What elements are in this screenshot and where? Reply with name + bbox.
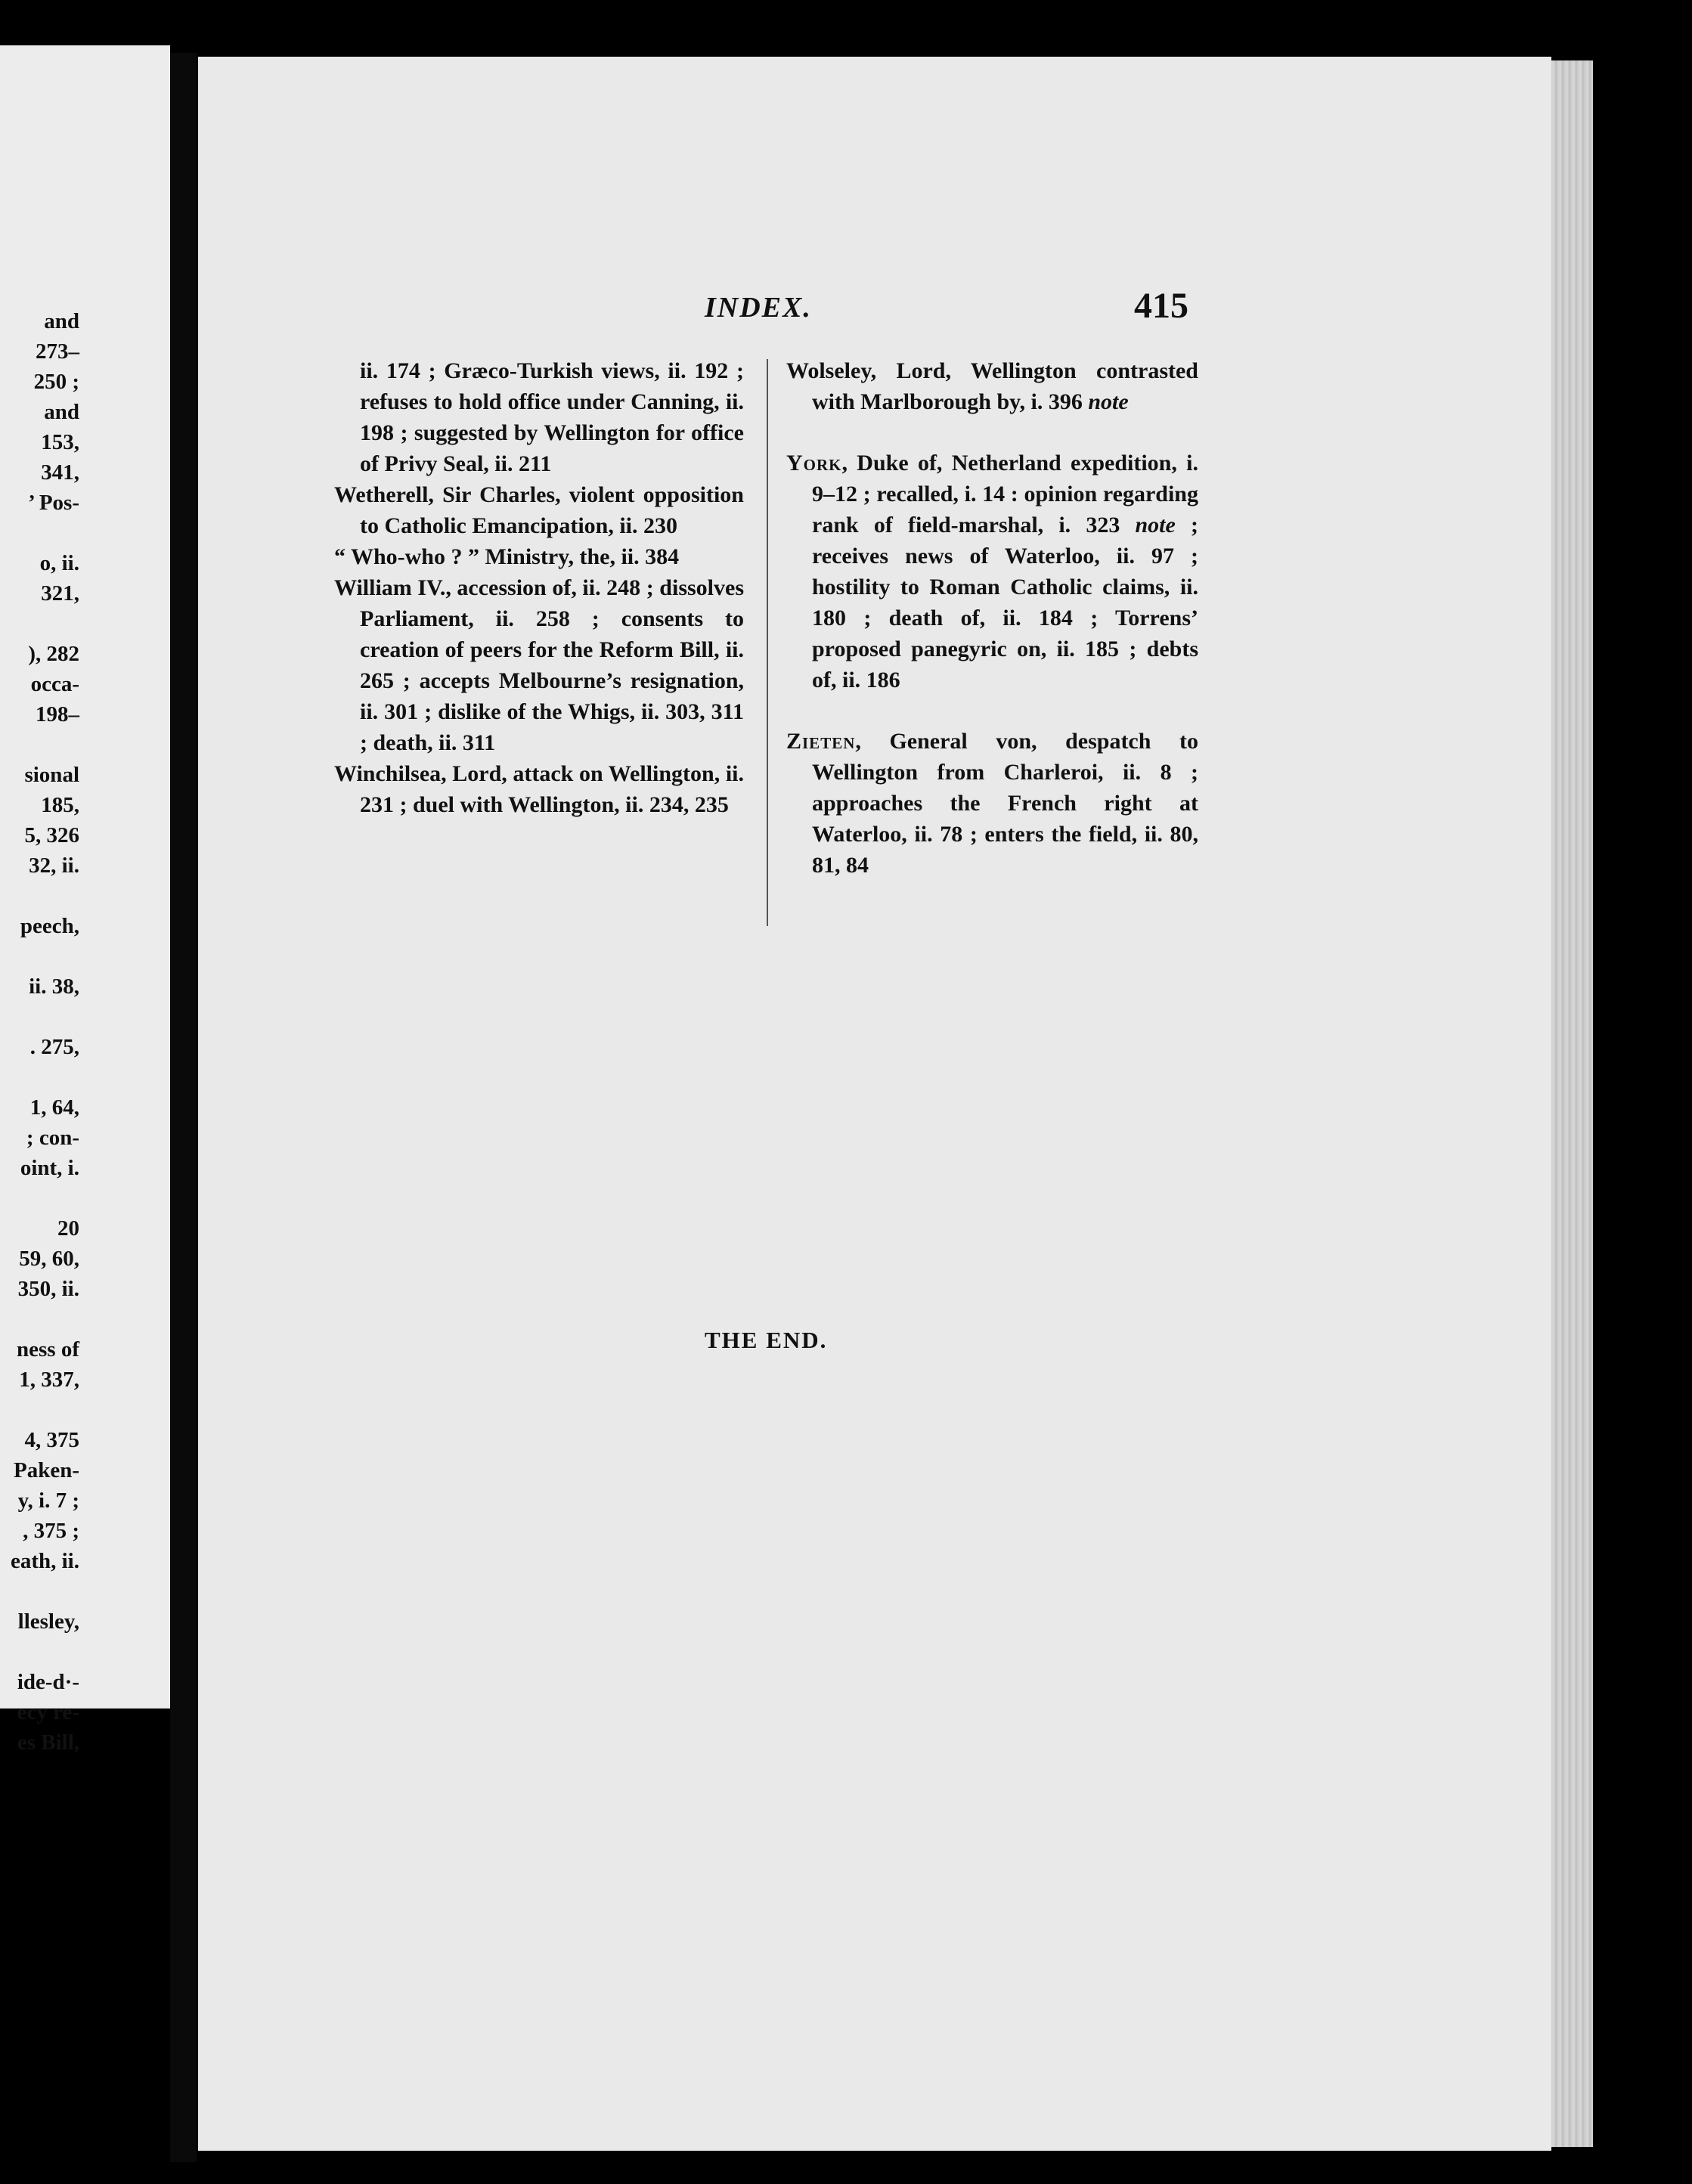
index-column-right — [786, 355, 1198, 881]
facing-page-text: 20 — [57, 1216, 79, 1241]
facing-page-text: ’ Pos- — [28, 491, 79, 515]
page-edge — [1551, 60, 1593, 2147]
entry-text: Wolseley, Lord, Wellington contrasted with Marlborough by, i. 396 — [786, 358, 1198, 414]
entry-note: note — [1135, 513, 1176, 537]
facing-page-text: and — [44, 309, 79, 333]
entry-head: York — [786, 451, 842, 476]
facing-page-text: peech, — [20, 914, 79, 938]
facing-page-text: es Bill, — [17, 1730, 79, 1755]
facing-page-text: 273– — [36, 339, 79, 364]
book-page — [198, 57, 1551, 2151]
facing-page-text: 32, ii. — [29, 853, 79, 878]
index-entry: Wetherell, Sir Charles, violent opposition to Catholic Emancipation, ii. 230 — [334, 482, 744, 538]
facing-page-text: 1, 64, — [29, 1095, 79, 1120]
index-entry-york — [786, 448, 1198, 695]
index-entry: “ Who-who ? ” Ministry, the, ii. 384 — [334, 544, 680, 569]
facing-page-text: ii. 38, — [29, 974, 79, 999]
index-entry-wolseley — [786, 355, 1198, 417]
facing-page-fragment — [0, 45, 170, 1755]
entry-head: Zieten — [786, 729, 856, 754]
facing-page-text: 1, 337, — [19, 1368, 79, 1392]
facing-page-text: 350, ii. — [17, 1277, 79, 1301]
facing-page-text: 59, 60, — [19, 1247, 79, 1271]
facing-page-text: sional — [24, 763, 79, 787]
facing-page-text: , 375 ; — [23, 1519, 79, 1543]
column-divider — [767, 359, 768, 926]
running-title: INDEX. — [705, 292, 812, 324]
entry-text: , General von, despatch to Wellington from Charleroi, ii. 8 ; approaches the French right at Waterloo, ii. 78 ; enters the field, ii. 80, 81, 84 — [812, 729, 1198, 878]
facing-page-text: 153, — [41, 430, 79, 454]
facing-page-text: oint, i. — [20, 1156, 79, 1180]
facing-page-text: 4, 375 — [24, 1428, 79, 1452]
index-entry: ii. 174 ; Græco-Turkish views, ii. 192 ; refuses to hold office under Canning, ii. 198 ; suggested by Wellington for office of Privy Seal, ii. 211 — [360, 358, 744, 476]
facing-page-text: ide-d·- — [17, 1670, 79, 1694]
facing-page-text: . 275, — [29, 1035, 79, 1059]
facing-page-text: llesley, — [17, 1609, 79, 1634]
running-head — [198, 286, 1551, 336]
facing-page-text: eath, ii. — [10, 1549, 79, 1573]
index-entry: Winchilsea, Lord, attack on Wellington, ii. 231 ; duel with Wellington, ii. 234, 235 — [334, 761, 744, 817]
facing-page-text: 198– — [36, 702, 79, 726]
entry-note: note — [1088, 389, 1129, 414]
facing-page-text: occa- — [30, 672, 79, 696]
facing-page-text: ; con- — [26, 1126, 79, 1150]
facing-page-text: y, i. 7 ; — [17, 1489, 79, 1513]
the-end: THE END. — [705, 1327, 828, 1353]
facing-page-text: and — [44, 400, 79, 424]
facing-page-text: ), 282 — [28, 642, 79, 666]
index-column-left — [334, 355, 744, 820]
facing-page-text: 5, 326 — [24, 823, 79, 847]
binding-gutter — [170, 53, 197, 2162]
facing-page-text: 250 ; — [33, 370, 79, 394]
index-entry-zieten — [786, 726, 1198, 881]
facing-page-text: 341, — [41, 460, 79, 485]
entry-text: , Duke of, Netherland expedition, i. 9–12 ; recalled, i. 14 : opinion regarding rank of field-marshal, i. 323 — [812, 451, 1198, 537]
facing-page-text: Paken- — [14, 1458, 79, 1482]
facing-page-text: 185, — [41, 793, 79, 817]
page-number: 415 — [1134, 286, 1188, 326]
entry-text-cont: ; receives news of Waterloo, ii. 97 ; hostility to Roman Catholic claims, ii. 180 ; death of, ii. 184 ; Torrens’ proposed panegyric on, ii. 185 ; debts of, ii. 186 — [812, 513, 1198, 692]
facing-page-text: ecy re- — [17, 1700, 79, 1724]
facing-page-text: ness of — [17, 1337, 79, 1362]
facing-page-text: 321, — [41, 581, 79, 606]
index-entry: William IV., accession of, ii. 248 ; dissolves Parliament, ii. 258 ; consents to creation of peers for the Reform Bill, ii. 265 ; accepts Melbourne’s resignation, ii. 301 ; dislike of the Whigs, ii. 303, 311 ; death, ii. 311 — [334, 575, 744, 755]
facing-page-text: o, ii. — [39, 551, 79, 575]
